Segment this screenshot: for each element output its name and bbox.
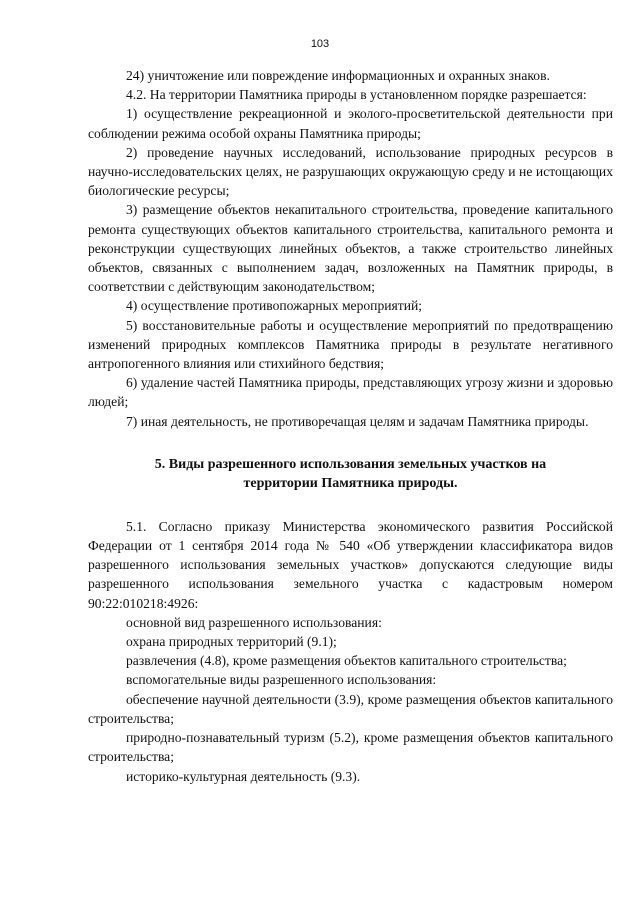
section-5-paragraph-2: основной вид разрешенного использования: [126,614,382,630]
section-5-paragraph-4: развлечения (4.8), кроме размещения объектов капитального строительства; [126,653,567,669]
document-body [88,66,613,786]
section-5-paragraph-5: вспомогательные виды разрешенного использования: [126,672,437,688]
section-5-paragraph-3: охрана природных территорий (9.1); [126,634,337,650]
clause-4-2-item-4: 4) осуществление противопожарных мероприятий; [126,298,423,314]
clause-4-2-item-3: 3) размещение объектов некапитального строительства, проведение капитального ремонта существующих объектов капитального строительства, капитального ремонта и реконструкции существующих линейных объектов, а также строительство линейных объектов, связанных с выполнением задач, возложенных на Памятник природы, в соответствии с действующим законодательством; [88,202,613,295]
clause-4-2-item-5: 5) восстановительные работы и осуществление мероприятий по предотвращению изменений природных комплексов Памятника природы в результате негативного антропогенного влияния или стихийного бедствия; [88,317,613,372]
section-5-paragraph-7: природно-познавательный туризм (5.2), кроме размещения объектов капитального строительства; [88,730,613,765]
clause-4-2-item-7: 7) иная деятельность, не противоречащая целям и задачам Памятника природы. [126,413,589,429]
section-5-heading [88,455,613,493]
section-5-paragraph-1: 5.1. Согласно приказу Министерства экономического развития Российской Федерации от 1 сентября 2014 года № 540 «Об утверждении классификатора видов разрешенного использования земельных участков» допускаются следующие виды разрешенного использования земельного участка с кадастровым номером 90:22:010218:4926: [88,518,613,611]
clause-4-2-item-1: 1) осуществление рекреационной и эколого-просветительской деятельности при соблюдении режима особой охраны Памятника природы; [88,106,613,141]
section-5-paragraph-6: обеспечение научной деятельности (3.9), кроме размещения объектов капитального строительства; [88,691,613,726]
section-5-heading-line-1: 5. Виды разрешенного использования земельных участков на [154,456,547,472]
clause-4-2-heading: 4.2. На территории Памятника природы в установленном порядке разрешается: [126,87,587,103]
clause-4-2-item-2: 2) проведение научных исследований, использование природных ресурсов в научно-исследовательских целях, не разрушающих окружающую среду и не истощающих биологические ресурсы; [88,144,613,199]
section-5-paragraph-8: историко-культурная деятельность (9.3). [126,768,361,784]
page-number: 103 [310,38,330,50]
clause-4-2-item-6: 6) удаление частей Памятника природы, представляющих угрозу жизни и здоровью людей; [88,375,613,410]
section-5-heading-line-2: территории Памятника природы. [243,475,458,491]
paragraph-item-24: 24) уничтожение или повреждение информационных и охранных знаков. [126,68,550,83]
